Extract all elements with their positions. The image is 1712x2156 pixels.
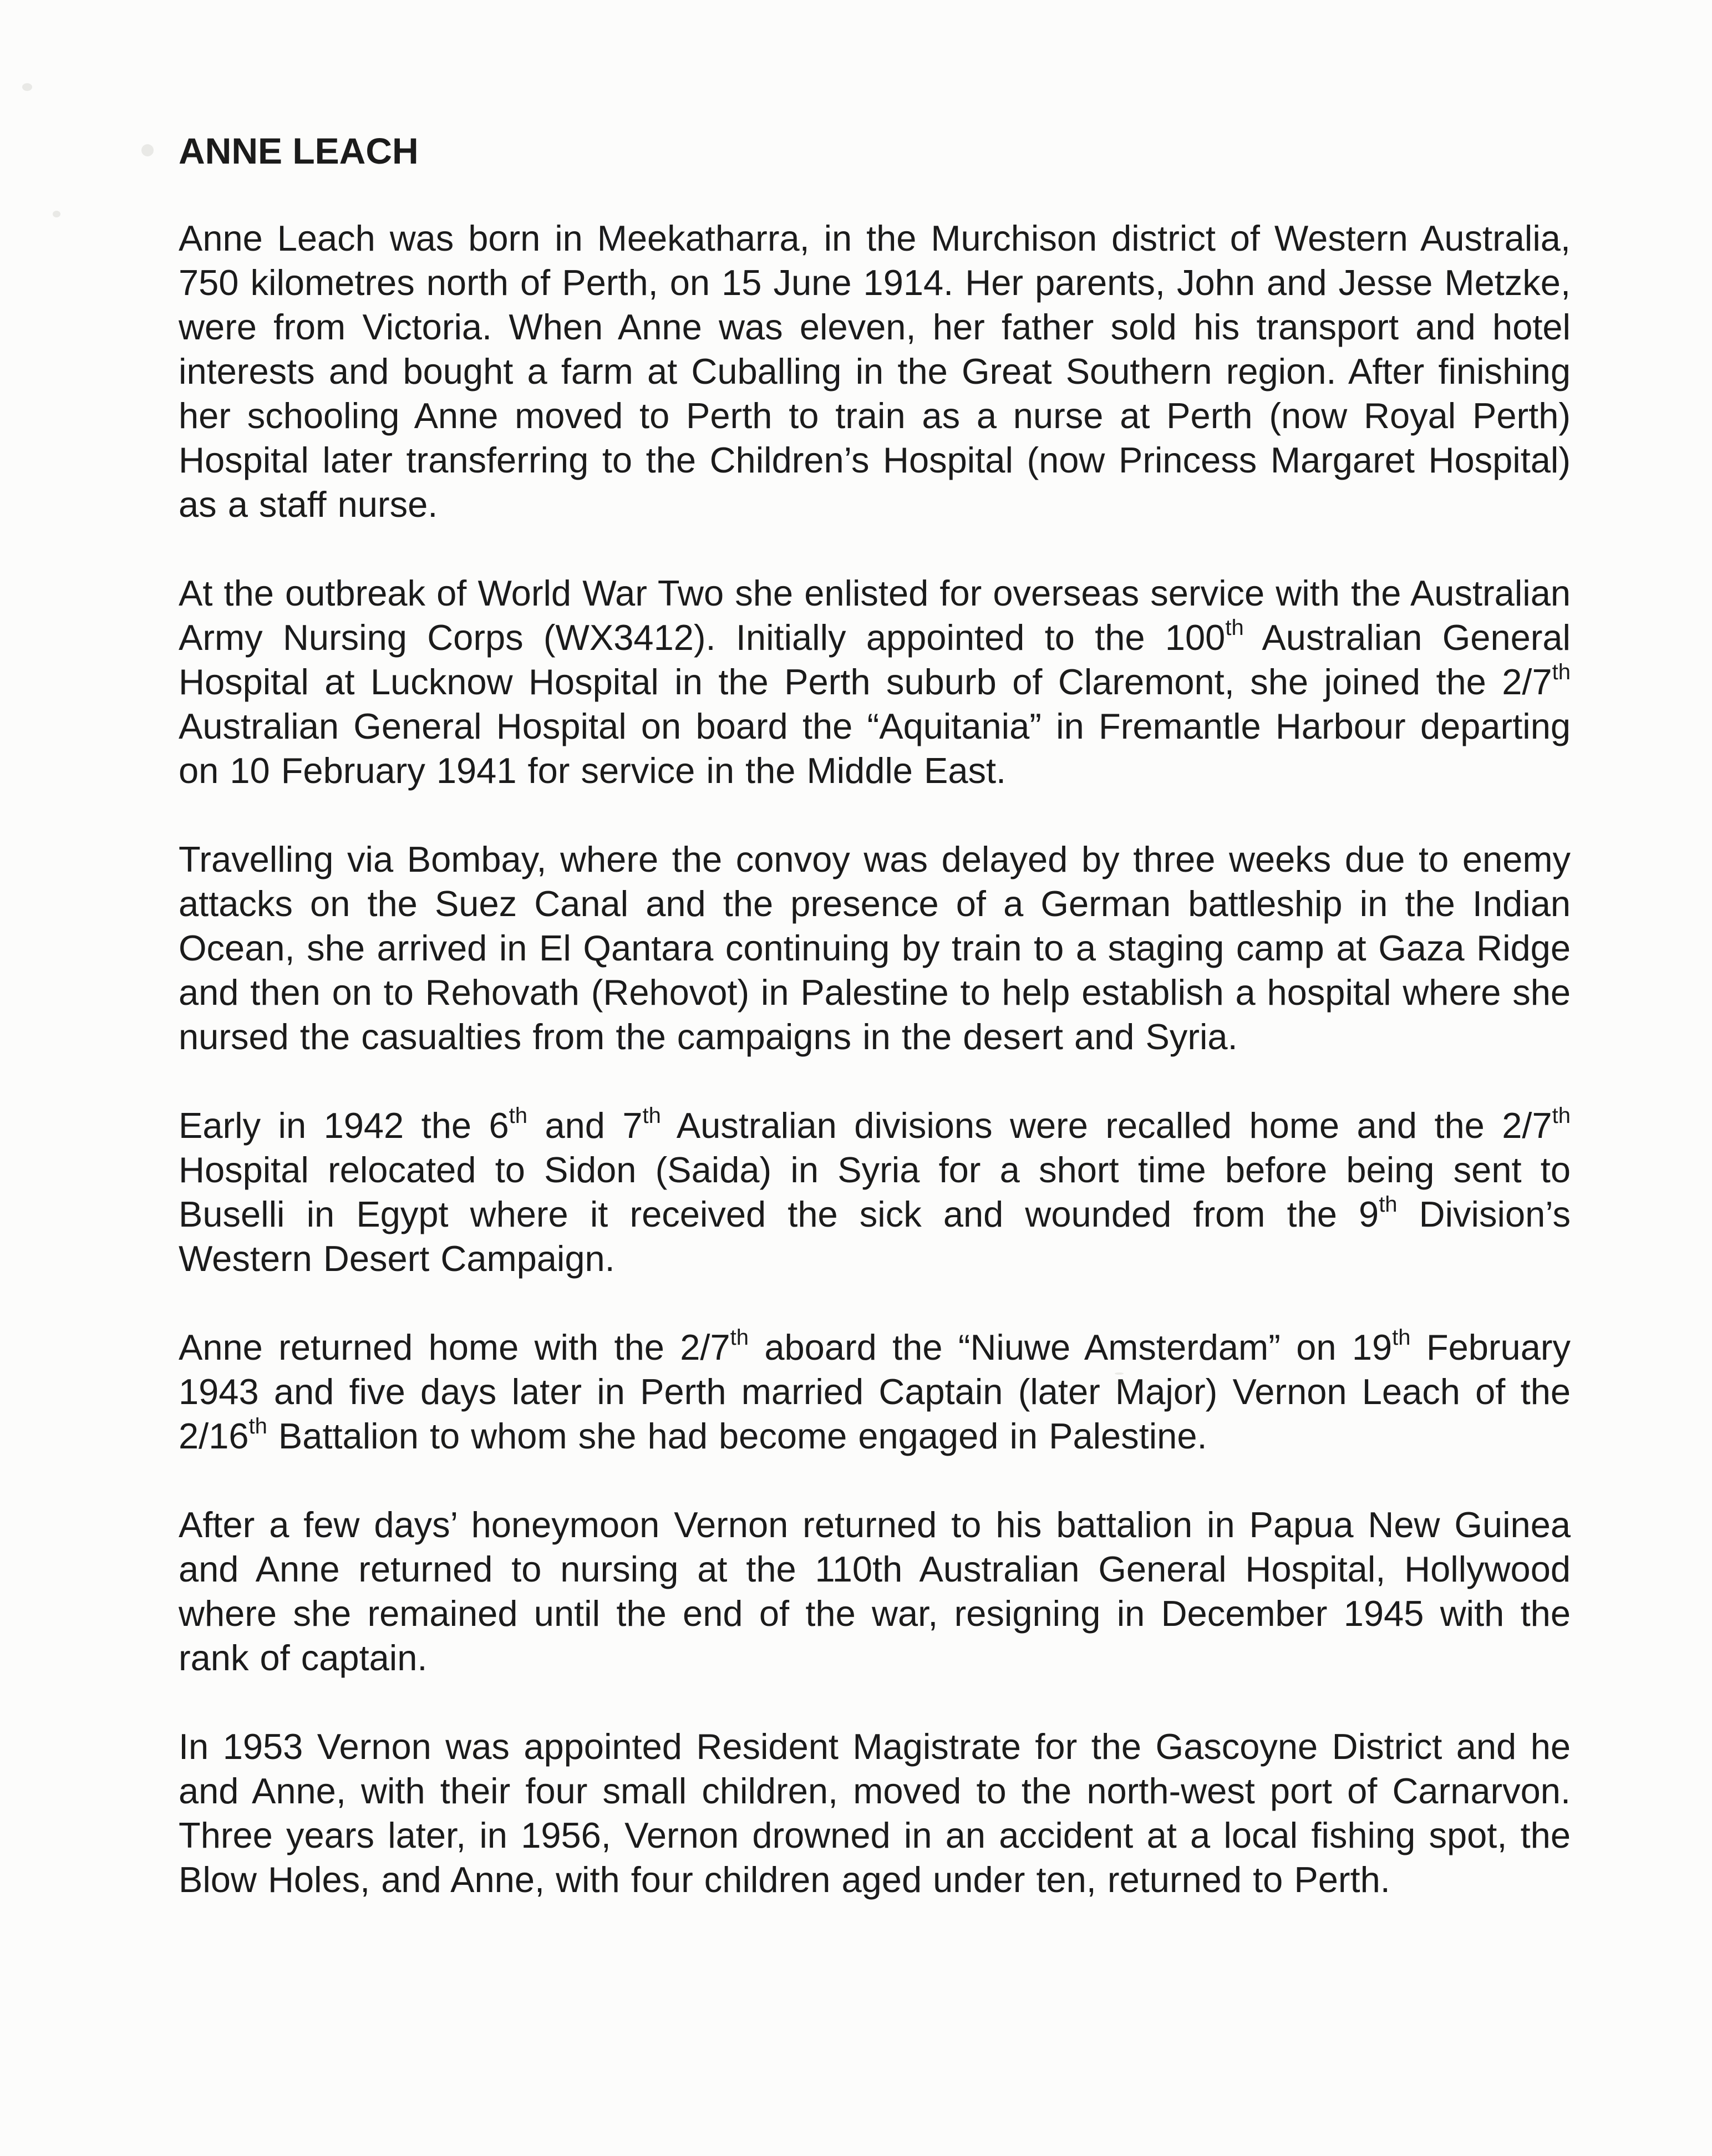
paragraph-hollywood-hospital: After a few days’ honeymoon Vernon returned to his battalion in Papua New Guinea and Anne returned to nursing at the 110th Australian General Hospital, Hollywood where she remained until the end of the war, resigning in December 1945 with the rank of captain.	[179, 1504, 1571, 1678]
ordinal-suffix: th	[642, 1104, 661, 1128]
scan-speck	[53, 211, 60, 217]
paragraph-middle-east: Travelling via Bombay, where the convoy was delayed by three weeks due to enemy attacks on the Suez Canal and the presence of a German battleship in the Indian Ocean, she arrived in El Qantara continuing by train to a staging camp at Gaza Ridge and then on to Rehovath (Rehovot) in Palestine to help establish a hospital where she nursed the casualties from the campaigns in the desert and Syria.	[179, 839, 1571, 1057]
ordinal-suffix: th	[1225, 616, 1244, 640]
paragraph-return-marriage: Anne returned home with the 2/7th aboard the “Niuwe Amsterdam” on 19th February 1943 and five days later in Perth married Captain (later Major) Vernon Leach of the 2/16th Battalion to whom she had become engaged in Palestine.	[179, 1325, 1571, 1456]
scan-speck	[141, 144, 154, 156]
paragraph-early-life: Anne Leach was born in Meekatharra, in the Murchison district of Western Australia, 750 kilometres north of Perth, on 15 June 1914. Her parents, John and Jesse Metzke, were from Victoria. When Anne was eleven, her father sold his transport and hotel interests and bought a farm at Cuballing in the Great Southern region. After finishing her schooling Anne moved to Perth to train as a nurse at Perth (now Royal Perth) Hospital later transferring to the Children’s Hospital (now Princess Margaret Hospital) as a staff nurse.	[179, 218, 1571, 525]
ordinal-suffix: th	[509, 1104, 528, 1128]
ordinal-suffix: th	[248, 1414, 267, 1439]
ordinal-suffix: th	[1552, 1104, 1571, 1128]
document-body	[179, 129, 1571, 1902]
ordinal-suffix: th	[730, 1325, 749, 1350]
ordinal-suffix: th	[1379, 1192, 1398, 1217]
scan-speck	[22, 83, 32, 91]
document-title: ANNE LEACH	[179, 130, 419, 171]
paragraph-syria-egypt: Early in 1942 the 6th and 7th Australian divisions were recalled home and the 2/7th Hospital relocated to Sidon (Saida) in Syria for a short time before being sent to Buselli in Egypt where it received the sick and wounded from the 9th Division’s Western Desert Campaign.	[179, 1104, 1571, 1279]
paragraph-enlistment: At the outbreak of World War Two she enlisted for overseas service with the Australian Army Nursing Corps (WX3412). Initially appointed to the 100th Australian General Hospital at Lucknow Hospital in the Perth suburb of Claremont, she joined the 2/7th Australian General Hospital on board the “Aquitania” in Fremantle Harbour departing on 10 February 1941 for service in the Middle East.	[179, 573, 1571, 791]
ordinal-suffix: th	[1552, 660, 1571, 685]
ordinal-suffix: th	[1392, 1325, 1411, 1350]
paragraph-carnarvon: In 1953 Vernon was appointed Resident Magistrate for the Gascoyne District and he and Anne, with their four small children, moved to the north-west port of Carnarvon. Three years later, in 1956, Vernon drowned in an accident at a local fishing spot, the Blow Holes, and Anne, with four children aged under ten, returned to Perth.	[179, 1726, 1571, 1900]
